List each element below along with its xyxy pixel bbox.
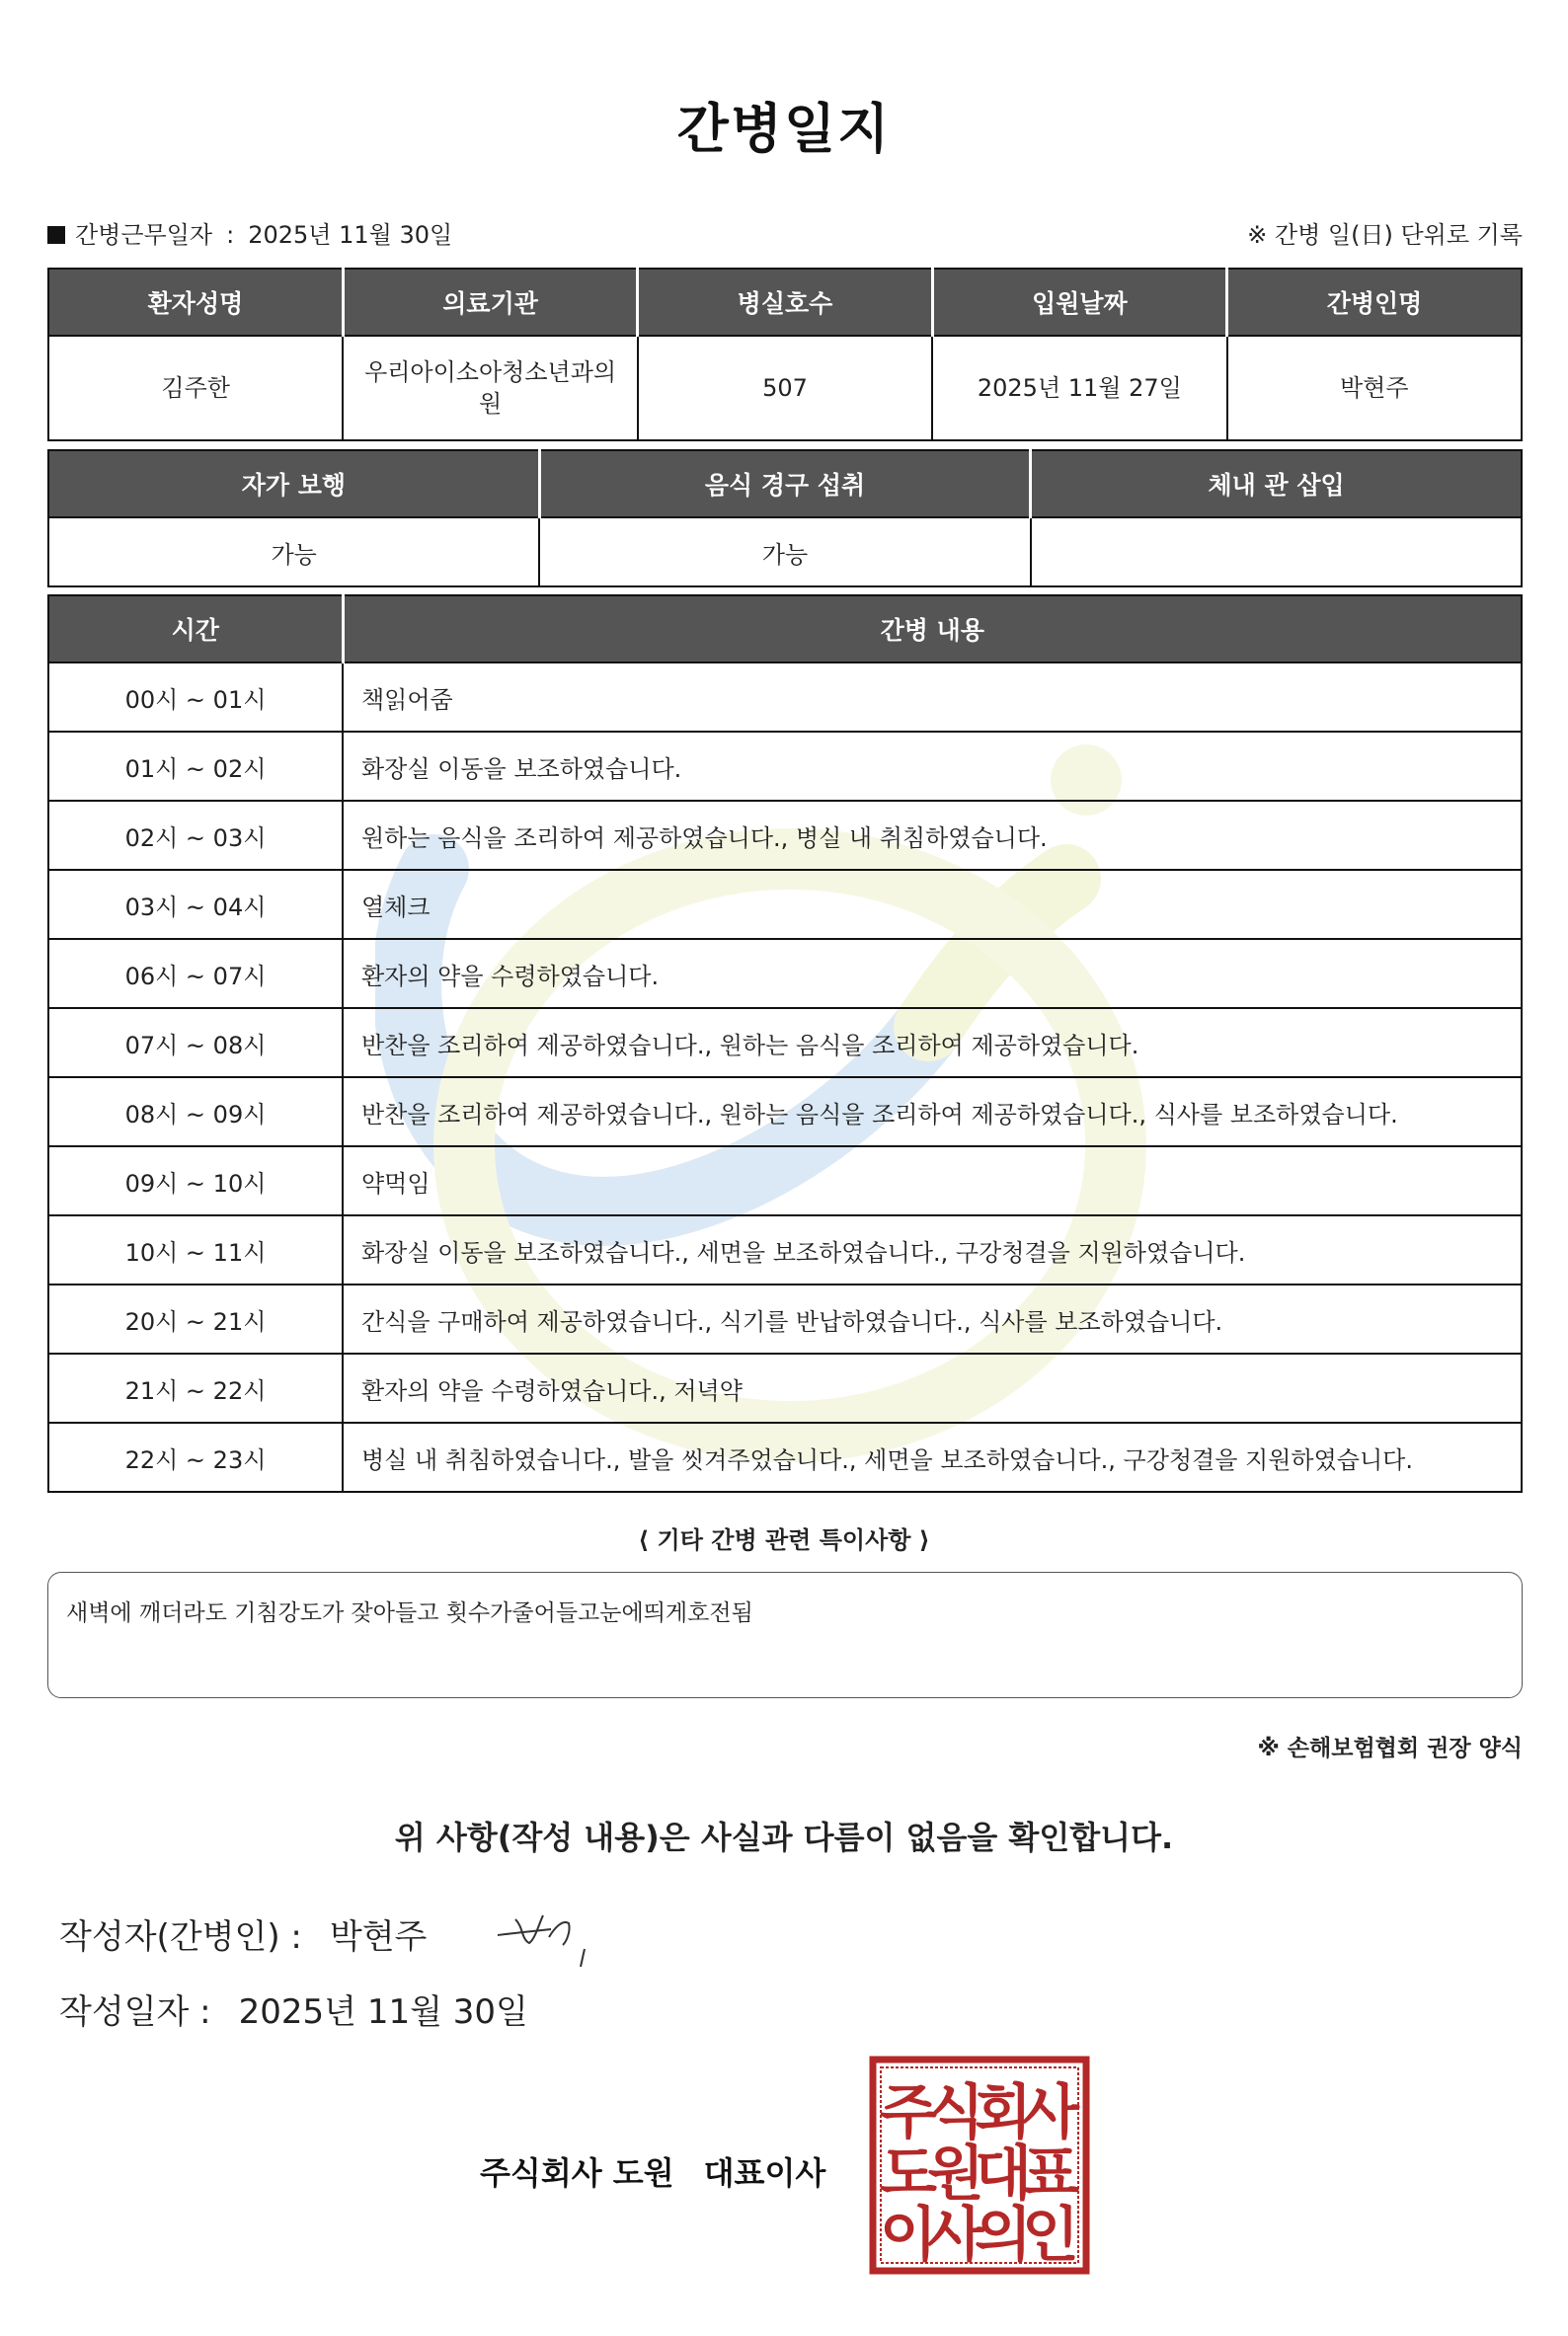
time-cell: 03시 ~ 04시 — [48, 870, 343, 939]
svg-text:사: 사 — [927, 2201, 984, 2270]
content-cell: 간식을 구매하여 제공하였습니다., 식기를 반납하였습니다., 식사를 보조하였습니다. — [343, 1285, 1522, 1354]
caregiver-name: 박현주 — [1227, 336, 1522, 440]
table-row — [48, 732, 1522, 801]
content-cell: 환자의 약을 수령하였습니다., 저녁약 — [343, 1354, 1522, 1423]
table-row — [48, 1215, 1522, 1285]
svg-text:식: 식 — [927, 2078, 984, 2147]
table-row — [48, 1077, 1522, 1146]
oral-intake-status: 가능 — [539, 517, 1030, 586]
work-date-label: 간병근무일자 — [75, 221, 213, 249]
record-note: ※ 간병 일(日) 단위로 기록 — [1247, 221, 1523, 249]
representative-title: 대표이사 — [703, 2154, 826, 2192]
table-row — [48, 1146, 1522, 1215]
content-cell: 약먹임 — [343, 1146, 1522, 1215]
svg-text:이: 이 — [880, 2201, 937, 2270]
company-name: 주식회사 도원 — [480, 2154, 674, 2192]
special-notes-text: 새벽에 깨더라도 기침강도가 잦아들고 횟수가줄어들고눈에띄게호전됨 — [66, 1600, 753, 1626]
work-date-value: 2025년 11월 30일 — [248, 221, 453, 249]
svg-text:대: 대 — [975, 2140, 1032, 2209]
content-cell: 열체크 — [343, 870, 1522, 939]
written-date-value: 2025년 11월 30일 — [238, 1992, 528, 2032]
confirmation-statement: 위 사항(작성 내용)은 사실과 다름이 없음을 확인합니다. — [394, 1819, 1174, 1856]
column-header: 의료기관 — [343, 269, 637, 336]
written-date-line — [59, 1985, 528, 2033]
content-cell: 화장실 이동을 보조하였습니다. — [343, 732, 1522, 801]
author-name: 박현주 — [329, 1917, 428, 1957]
svg-text:표: 표 — [1022, 2140, 1079, 2209]
time-cell: 06시 ~ 07시 — [48, 939, 343, 1008]
walking-status: 가능 — [48, 517, 539, 586]
table-row — [48, 1423, 1522, 1492]
time-cell: 07시 ~ 08시 — [48, 1008, 343, 1077]
special-notes-title: ⟨ 기타 간병 관련 특이사항 ⟩ — [638, 1526, 930, 1554]
table-row — [48, 1008, 1522, 1077]
content-cell: 반찬을 조리하여 제공하였습니다., 원하는 음식을 조리하여 제공하였습니다., 식사를 보조하였습니다. — [343, 1077, 1522, 1146]
time-cell: 08시 ~ 09시 — [48, 1077, 343, 1146]
table-row — [48, 1285, 1522, 1354]
svg-text:사: 사 — [1022, 2078, 1079, 2147]
content-cell: 환자의 약을 수령하였습니다. — [343, 939, 1522, 1008]
column-header: 시간 — [48, 595, 343, 662]
svg-text:원: 원 — [927, 2140, 984, 2209]
content-cell: 화장실 이동을 보조하였습니다., 세면을 보조하였습니다., 구강청결을 지원하였습니다. — [343, 1215, 1522, 1285]
time-cell: 02시 ~ 03시 — [48, 801, 343, 870]
time-cell: 20시 ~ 21시 — [48, 1285, 343, 1354]
svg-text:회: 회 — [975, 2078, 1032, 2147]
column-header: 환자성명 — [48, 269, 343, 336]
author-line — [59, 1909, 427, 1958]
column-header: 음식 경구 섭취 — [539, 450, 1030, 517]
column-header: 입원날짜 — [932, 269, 1226, 336]
patient-status-table — [47, 449, 1523, 587]
table-row — [48, 801, 1522, 870]
work-date: 간병근무일자 : 2025년 11월 30일 — [47, 215, 452, 250]
column-header: 간병 내용 — [343, 595, 1522, 662]
column-header: 간병인명 — [1227, 269, 1522, 336]
table-row — [48, 939, 1522, 1008]
special-notes-box — [47, 1572, 1523, 1698]
patient-info-table — [47, 268, 1523, 441]
hospital-name: 우리아이소아청소년과의원 — [343, 336, 637, 440]
column-header: 병실호수 — [638, 269, 932, 336]
time-cell: 10시 ~ 11시 — [48, 1215, 343, 1285]
column-header: 체내 관 삽입 — [1031, 450, 1522, 517]
document-title: 간병일지 — [676, 98, 892, 160]
table-row — [48, 662, 1522, 732]
content-cell: 원하는 음식을 조리하여 제공하였습니다., 병실 내 취침하였습니다. — [343, 801, 1522, 870]
time-cell: 22시 ~ 23시 — [48, 1423, 343, 1492]
form-source-note: ※ 손해보험협회 권장 양식 — [1257, 1736, 1523, 1761]
content-cell: 병실 내 취침하였습니다., 발을 씻겨주었습니다., 세면을 보조하였습니다., 구강청결을 지원하였습니다. — [343, 1423, 1522, 1492]
admission-date: 2025년 11월 27일 — [932, 336, 1226, 440]
company-seal — [869, 2056, 1090, 2275]
tube-insertion-status — [1031, 517, 1522, 586]
time-cell: 00시 ~ 01시 — [48, 662, 343, 732]
time-cell: 09시 ~ 10시 — [48, 1146, 343, 1215]
svg-text:도: 도 — [880, 2140, 937, 2209]
time-cell: 01시 ~ 02시 — [48, 732, 343, 801]
content-cell: 책읽어줌 — [343, 662, 1522, 732]
svg-text:주: 주 — [880, 2078, 937, 2147]
svg-text:의: 의 — [975, 2201, 1032, 2270]
time-cell: 21시 ~ 22시 — [48, 1354, 343, 1423]
content-cell: 반찬을 조리하여 제공하였습니다., 원하는 음식을 조리하여 제공하였습니다. — [343, 1008, 1522, 1077]
table-row — [48, 870, 1522, 939]
care-log-table — [47, 594, 1523, 1493]
patient-name: 김주한 — [48, 336, 343, 440]
room-number: 507 — [638, 336, 932, 440]
written-date-label: 작성일자 : — [59, 1992, 211, 2032]
square-bullet-icon — [47, 226, 65, 244]
handwritten-signature — [494, 1909, 602, 1979]
author-label: 작성자(간병인) : — [59, 1917, 302, 1957]
svg-text:인: 인 — [1022, 2201, 1079, 2270]
column-header: 자가 보행 — [48, 450, 539, 517]
company-signature — [480, 2148, 825, 2194]
table-row — [48, 1354, 1522, 1423]
